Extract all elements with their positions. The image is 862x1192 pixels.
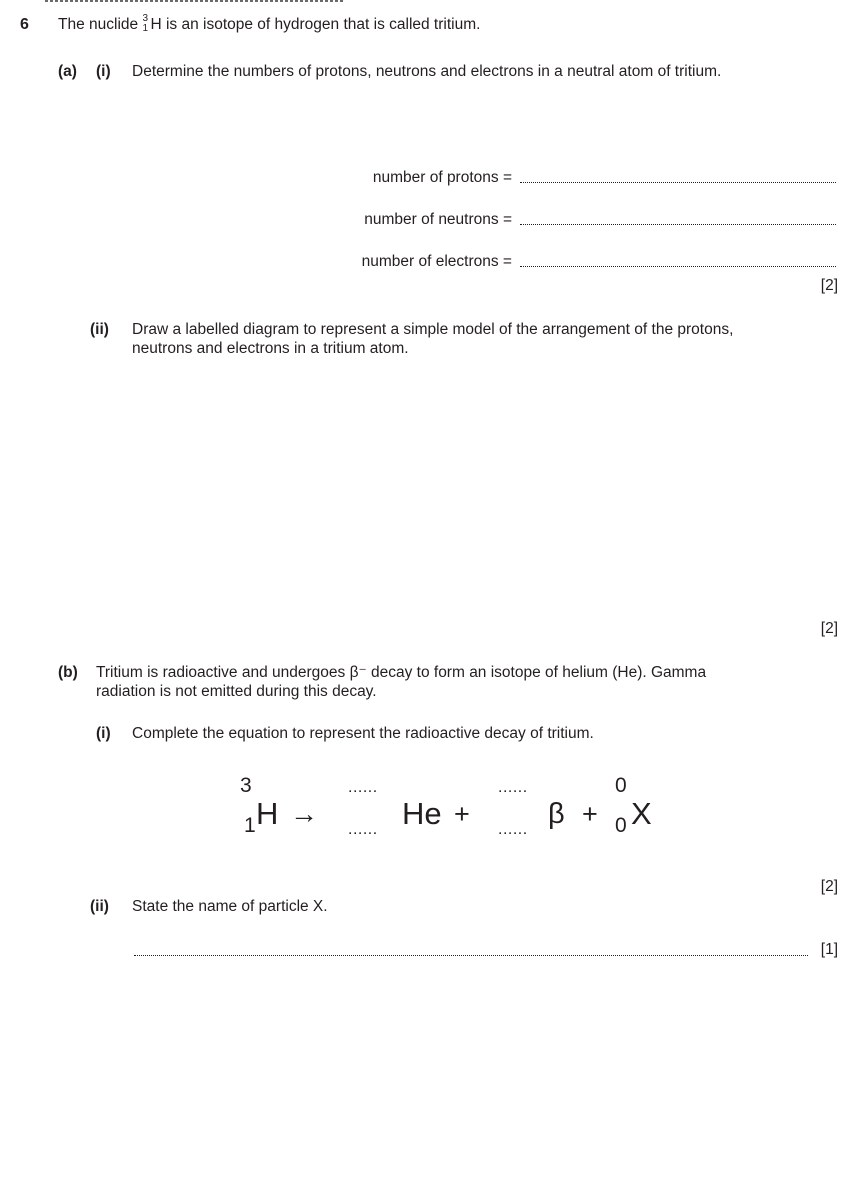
part-a-i-marks: [2] bbox=[820, 277, 838, 294]
electrons-answer-line[interactable] bbox=[520, 266, 836, 267]
intro-before: The nuclide bbox=[58, 16, 143, 33]
helium-atomic-blank[interactable]: ...... bbox=[348, 821, 378, 838]
neutrons-label: number of neutrons = bbox=[364, 211, 512, 228]
diagram-answer-space[interactable] bbox=[132, 368, 836, 608]
reaction-arrow: → bbox=[290, 798, 318, 829]
part-b-label: (b) bbox=[58, 664, 78, 681]
part-b-line2: radiation is not emitted during this decay. bbox=[96, 683, 377, 700]
nuclide-atomic: 1 bbox=[142, 23, 149, 34]
nuclide-mass: 3 bbox=[142, 13, 149, 24]
part-b-i-text: Complete the equation to represent the radioactive decay of tritium. bbox=[132, 725, 594, 742]
part-a-ii-line1: Draw a labelled diagram to represent a simple model of the arrangement of the protons, bbox=[132, 321, 734, 338]
x-atomic-number: 0 bbox=[615, 814, 627, 837]
nuclide-notation bbox=[142, 15, 150, 34]
helium-symbol: He bbox=[402, 796, 442, 831]
nuclide-symbol: H bbox=[150, 16, 162, 33]
beta-mass-blank[interactable]: ...... bbox=[498, 779, 528, 796]
beta-symbol: β bbox=[548, 798, 565, 830]
part-b-ii-text: State the name of particle X. bbox=[132, 898, 328, 915]
helium-mass-blank[interactable]: ...... bbox=[348, 779, 378, 796]
intro-after: is an isotope of hydrogen that is called tritium. bbox=[161, 16, 481, 33]
part-a-i-text: Determine the numbers of protons, neutrons and electrons in a neutral atom of tritium. bbox=[132, 63, 722, 80]
x-symbol: X bbox=[631, 796, 652, 831]
neutrons-answer-line[interactable] bbox=[520, 224, 836, 225]
beta-atomic-blank[interactable]: ...... bbox=[498, 821, 528, 838]
protons-label: number of protons = bbox=[372, 169, 512, 186]
reactant-mass-number: 3 bbox=[240, 774, 252, 797]
reactant-atomic-number: 1 bbox=[244, 814, 256, 837]
part-b-line1: Tritium is radioactive and undergoes β⁻ decay to form an isotope of helium (He). Gamma bbox=[96, 664, 707, 681]
question-intro bbox=[58, 15, 480, 34]
part-b-ii-marks: [1] bbox=[820, 941, 838, 958]
particle-x-answer-line[interactable] bbox=[134, 955, 808, 956]
part-b-i-label: (i) bbox=[96, 725, 111, 742]
part-a-i-label: (i) bbox=[96, 63, 111, 80]
part-a-ii-marks: [2] bbox=[820, 620, 838, 637]
part-b-ii-label: (ii) bbox=[90, 898, 109, 915]
question-number: 6 bbox=[20, 16, 29, 33]
part-b-i-marks: [2] bbox=[820, 878, 838, 895]
part-a-label: (a) bbox=[58, 63, 77, 80]
x-mass-number: 0 bbox=[615, 774, 627, 797]
part-a-ii-label: (ii) bbox=[90, 321, 109, 338]
plus-sign-1: + bbox=[454, 799, 470, 829]
plus-sign-2: + bbox=[582, 799, 598, 829]
electrons-label: number of electrons = bbox=[361, 253, 512, 270]
part-a-ii-line2: neutrons and electrons in a tritium atom. bbox=[132, 340, 409, 357]
header-strip bbox=[45, 0, 345, 2]
reactant-symbol: H bbox=[256, 796, 279, 831]
protons-answer-line[interactable] bbox=[520, 182, 836, 183]
